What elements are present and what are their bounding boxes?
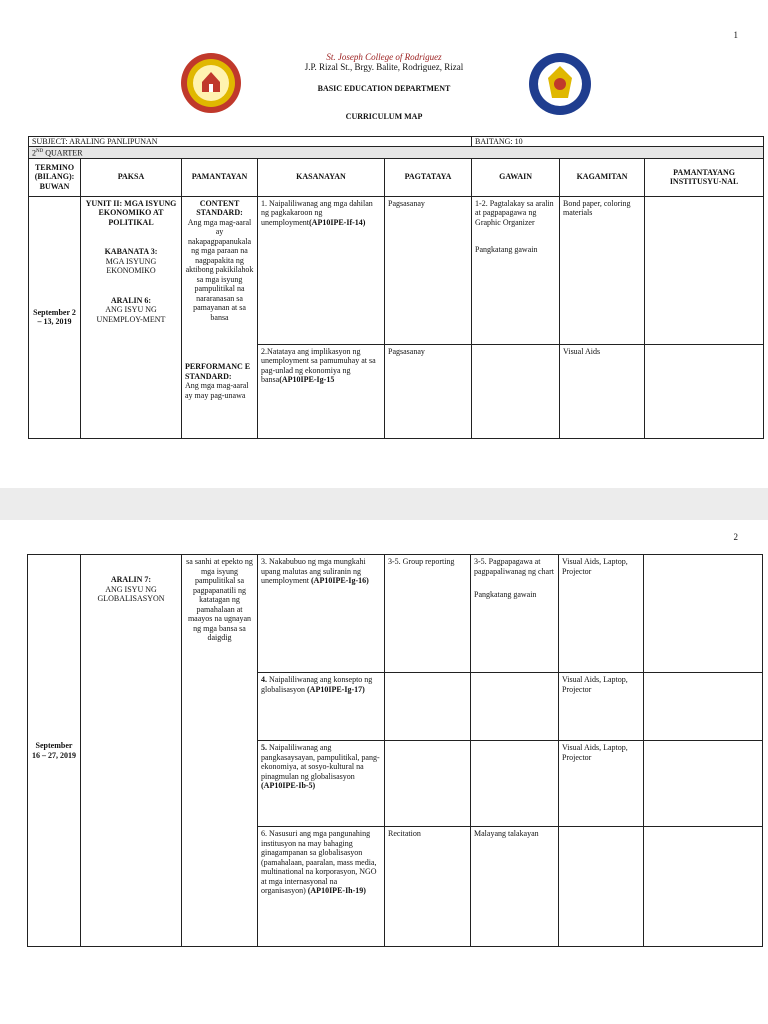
table-row <box>29 196 764 344</box>
school-name: St. Joseph College of Rodriguez <box>326 52 442 62</box>
pagtataya-cell: Pagsasanay <box>385 344 472 438</box>
kagamitan-cell: Bond paper, coloring materials <box>560 196 645 344</box>
kasanayan-cell: 5. Naipaliliwanag ang pangkasaysayan, pampulitikal, pang-ekonomiya, at sosyo-kultural na pinagmulan ng globalisasyon (AP10IPE-Ib-5) <box>258 741 385 827</box>
gawain-cell: Malayang talakayan <box>471 827 559 947</box>
kagamitan-cell: Visual Aids, Laptop, Projector <box>559 555 644 673</box>
kasanayan-cell: 6. Nasusuri ang mga pangunahing institusyon na may bahaging ginagampanan sa globalisasyon (pamahalaan, paaralan, mass media, multinational na korporasyon, NGO at mga internasyonal na organisasyon) (AP10IPE-Ih-19) <box>258 827 385 947</box>
page-number: 1 <box>733 30 738 40</box>
col-pagtataya: PAGTATAYA <box>385 158 472 196</box>
col-paksa: PAKSA <box>81 158 182 196</box>
pagtataya-cell: Pagsasanay <box>385 196 472 344</box>
kasanayan-cell: 3. Nakabubuo ng mga mungkahi upang malutas ang suliranin ng unemployment (AP10IPE-Ig-16) <box>258 555 385 673</box>
pagtataya-cell: Recitation <box>385 827 471 947</box>
pagtataya-cell <box>385 673 471 741</box>
subject-cell: SUBJECT: ARALING PANLIPUNAN <box>29 137 472 147</box>
pamantayang-institusyunal-cell <box>644 741 763 827</box>
table-header-row <box>29 158 764 196</box>
page-number: 2 <box>733 532 738 542</box>
pamantayang-institusyunal-cell <box>645 344 764 438</box>
col-pamantayan: PAMANTAYAN <box>182 158 258 196</box>
pamantayang-institusyunal-cell <box>645 196 764 344</box>
quarter-cell: 2ND QUARTER <box>29 147 764 159</box>
pamantayang-institusyunal-cell <box>644 827 763 947</box>
pagtataya-cell <box>385 741 471 827</box>
curriculum-table-page1 <box>28 136 764 439</box>
department-title: BASIC EDUCATION DEPARTMENT <box>317 84 451 93</box>
kagamitan-cell: Visual Aids, Laptop, Projector <box>559 673 644 741</box>
school-address: J.P. Rizal St., Brgy. Balite, Rodriguez, Rizal <box>304 62 464 72</box>
pamantayang-institusyunal-cell <box>644 555 763 673</box>
kagamitan-cell <box>559 827 644 947</box>
termino-cell: September 2 – 13, 2019 <box>29 196 81 438</box>
pagtataya-cell: 3-5. Group reporting <box>385 555 471 673</box>
kagamitan-cell: Visual Aids, Laptop, Projector <box>559 741 644 827</box>
kasanayan-cell: 1. Naipaliliwanag ang mga dahilan ng pagkakaroon ng unemployment(AP10IPE-If-14) <box>258 196 385 344</box>
kagamitan-cell: Visual Aids <box>560 344 645 438</box>
col-gawain: GAWAIN <box>472 158 560 196</box>
gawain-cell <box>471 673 559 741</box>
col-pamantayang-institusyunal: PAMANTAYANG INSTITUSYU-NAL <box>645 158 764 196</box>
gawain-cell: 3-5. Pagpapagawa at pagpapaliwanag ng chart Pangkatang gawain <box>471 555 559 673</box>
gawain-cell <box>471 741 559 827</box>
col-kasanayan: KASANAYAN <box>258 158 385 196</box>
baitang-cell: BAITANG: 10 <box>472 137 764 147</box>
deped-seal-logo <box>528 52 592 116</box>
page-2 <box>0 520 768 1024</box>
col-termino: TERMINO (BILANG): BUWAN <box>29 158 81 196</box>
page-1 <box>0 0 768 488</box>
termino-cell: September 16 – 27, 2019 <box>28 555 81 947</box>
paksa-cell: ARALIN 7: ANG ISYU NG GLOBALISASYON <box>81 555 182 947</box>
kasanayan-cell: 2.Natataya ang implikasyon ng unemployment sa pamumuhay at sa pag-unlad ng ekonomiya ng bansa(AP10IPE-Ig-15 <box>258 344 385 438</box>
pamantayan-cell: sa sanhi at epekto ng mga isyung pampulitikal sa pagpapanatili ng katatagan ng pamahalaan at maayos na ugnayan ng mga bansa sa daigdig <box>182 555 258 947</box>
document-title: CURRICULUM MAP <box>345 112 423 121</box>
table-row <box>28 555 763 673</box>
gawain-cell <box>472 344 560 438</box>
paksa-cell: YUNIT II: MGA ISYUNG EKONOMIKO AT POLITIKAL KABANATA 3: MGA ISYUNG EKONOMIKO ARALIN 6: ANG ISYU NG UNEMPLOY-MENT <box>81 196 182 438</box>
curriculum-table-page2 <box>27 554 763 947</box>
pamantayan-cell: CONTENT STANDARD: Ang mga mag-aaral ay nakapagpapanukala ng mga paraan na nagpapakita ng aktibong pakikilahok sa mga isyung pampulitikal na nararanasan sa pamayanan at sa bansa PERFORMANC E STANDARD: Ang mga mag-aaral ay may pag-unawa <box>182 196 258 438</box>
gawain-cell: 1-2. Pagtalakay sa aralin at pagpapagawa ng Graphic Organizer Pangkatang gawain <box>472 196 560 344</box>
kasanayan-cell: 4. Naipaliliwanag ang konsepto ng globalisasyon (AP10IPE-Ig-17) <box>258 673 385 741</box>
col-kagamitan: KAGAMITAN <box>560 158 645 196</box>
pamantayang-institusyunal-cell <box>644 673 763 741</box>
